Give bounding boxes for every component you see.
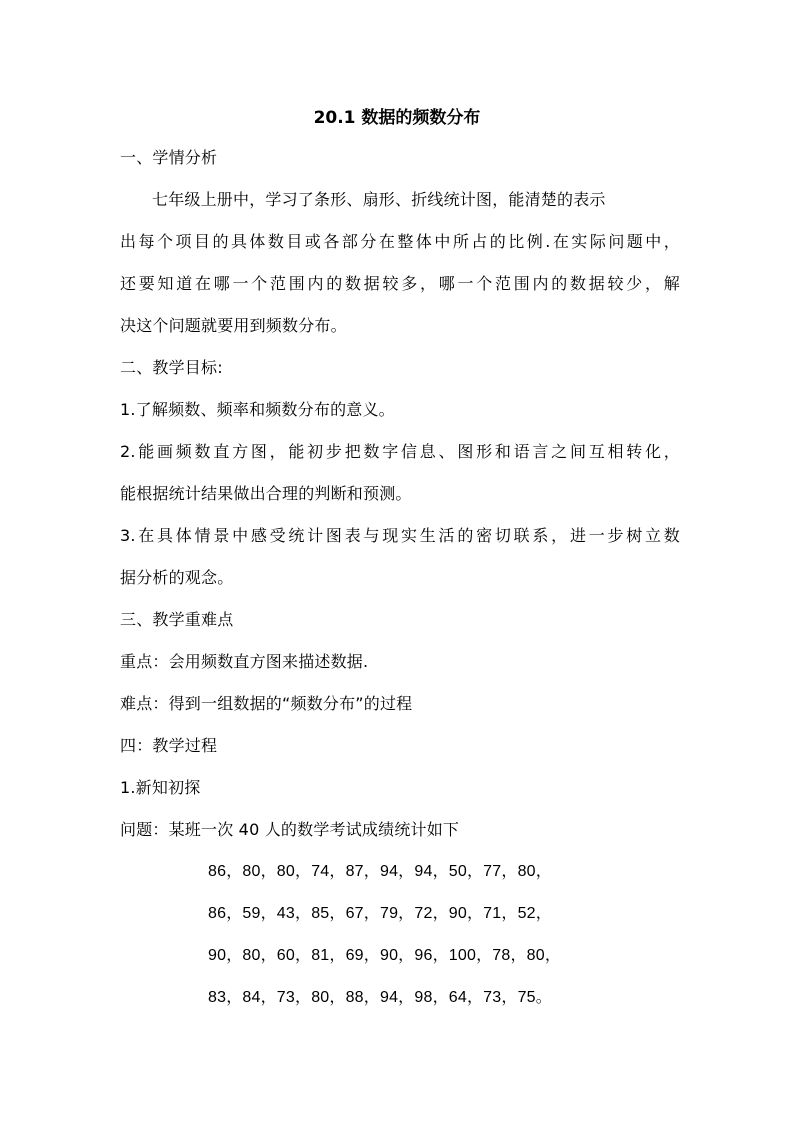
goal-item: 3.在具体情景中感受统计图表与现实生活的密切联系，进一步树立数 (120, 526, 680, 545)
score-row: 86，59，43，85，67，79，72，90，71，52， (208, 905, 552, 922)
difficult-point: 难点：得到一组数据的“频数分布”的过程 (120, 694, 413, 713)
goal-item: 能根据统计结果做出合理的判断和预测。 (120, 484, 412, 503)
section-heading-learning-analysis: 一、学情分析 (120, 148, 218, 167)
paragraph-line: 七年级上册中，学习了条形、扇形、折线统计图，能清楚的表示 (152, 190, 606, 209)
score-row: 86，80，80，74，87，94，94，50，77，80， (208, 863, 552, 880)
section-heading-teaching-goals: 二、教学目标: (120, 358, 223, 377)
paragraph-line: 出每个项目的具体数目或各部分在整体中所占的比例.在实际问题中， (120, 232, 680, 251)
key-point: 重点：会用频数直方图来描述数据. (120, 652, 369, 671)
paragraph-line: 还要知道在哪一个范围内的数据较多，哪一个范围内的数据较少，解 (120, 274, 680, 293)
section-heading-key-difficult-points: 三、教学重难点 (120, 610, 234, 629)
goal-item: 据分析的观念。 (120, 568, 234, 587)
score-row: 83，84，73，80，88，94，98，64，73，75。 (208, 989, 552, 1006)
goal-item: 2.能画频数直方图，能初步把数字信息、图形和语言之间互相转化， (120, 442, 680, 461)
section-heading-teaching-process: 四：教学过程 (120, 736, 218, 755)
subheading-new-knowledge: 1.新知初探 (120, 778, 201, 797)
document-title: 20.1 数据的频数分布 (313, 108, 481, 128)
paragraph-line: 决这个问题就要用到频数分布。 (120, 316, 347, 335)
score-row: 90，80，60，81，69，90，96，100，78，80， (208, 947, 562, 964)
question-text: 问题：某班一次 40 人的数学考试成绩统计如下 (120, 820, 460, 839)
goal-item: 1.了解频数、频率和频数分布的意义。 (120, 400, 395, 419)
